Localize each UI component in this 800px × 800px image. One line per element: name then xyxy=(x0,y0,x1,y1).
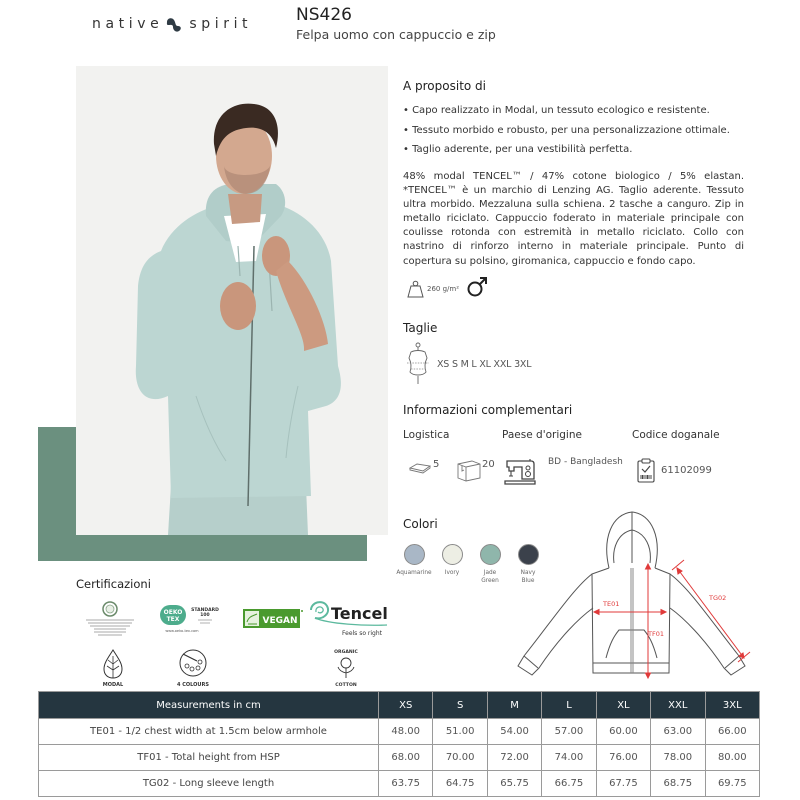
customs-code-value: 61102099 xyxy=(661,465,712,476)
table-header-row xyxy=(39,692,760,719)
product-description: 48% modal TENCEL™ / 47% cotone biologico / 5% elastan. *TENCEL™ è un marchio di Lenzing AG. Taglio aderente. Tessuto ultra morbido. Mezzaluna sulla schiena. 2 tasche a canguro. Zip in metallo riciclato. Cappuccio foderato in materiale principale con coulisse rotonda con estremità in metallo riciclato. Collo con nastrino di rinforzo interno in materiale principale. Punto di copertura su polsino, giromanica, cappuccio e fondo capo. xyxy=(403,171,744,267)
cell-value: 66.75 xyxy=(542,771,596,797)
measurement-diagram xyxy=(514,508,762,687)
cell-value: 67.75 xyxy=(596,771,650,797)
cell-value: 64.75 xyxy=(433,771,487,797)
brand-name-left: native xyxy=(92,16,164,32)
cell-value: 60.00 xyxy=(596,719,650,745)
available-sizes: XS S M L XL XXL 3XL xyxy=(437,358,532,370)
table-row xyxy=(39,771,760,797)
cell-value: 72.00 xyxy=(487,745,541,771)
label-te01: TE01 xyxy=(603,600,620,608)
feature-item: • Tessuto morbido e robusto, per una personalizzazione ottimale. xyxy=(403,124,730,136)
cell-value: 78.00 xyxy=(651,745,705,771)
cell-value: 57.00 xyxy=(542,719,596,745)
svg-text:ORGANIC: ORGANIC xyxy=(334,650,358,655)
product-photo xyxy=(76,66,388,535)
carton-box-icon xyxy=(456,458,482,486)
swatch-circle[interactable] xyxy=(442,544,463,565)
cell-value: 69.75 xyxy=(705,771,759,797)
certifications-title: Certificazioni xyxy=(76,577,151,591)
customs-clipboard-icon xyxy=(637,458,655,487)
measurements-table xyxy=(38,691,760,797)
header-size: XXL xyxy=(651,692,705,719)
model-illustration xyxy=(76,66,388,535)
weight-value: 260 g/m² xyxy=(427,285,460,293)
svg-text:100: 100 xyxy=(200,613,210,618)
cell-value: 63.75 xyxy=(379,771,433,797)
origin-label: Paese d'origine xyxy=(502,429,582,441)
svg-text:4 COLOURS: 4 COLOURS xyxy=(177,682,209,688)
cell-value: 65.75 xyxy=(487,771,541,797)
swatch-label: Aquamarine xyxy=(396,570,432,576)
feature-item: • Capo realizzato in Modal, un tessuto ecologico e resistente. xyxy=(403,105,710,116)
svg-text:MODAL: MODAL xyxy=(102,682,124,688)
svg-text:Feels so right: Feels so right xyxy=(342,630,383,637)
header-measurements: Measurements in cm xyxy=(39,692,379,719)
logistics-bag-qty: 5 xyxy=(433,459,440,470)
label-tg02: TG02 xyxy=(709,594,727,602)
cell-value: 68.00 xyxy=(379,745,433,771)
feature-item: • Taglio aderente, per una vestibilità perfetta. xyxy=(403,144,633,155)
cell-value: 63.00 xyxy=(651,719,705,745)
brand-name-right: spirit xyxy=(189,16,253,32)
svg-text:COTTON: COTTON xyxy=(335,683,357,688)
colors-title: Colori xyxy=(403,517,438,531)
header-size: XS xyxy=(379,692,433,719)
header-size: L xyxy=(542,692,596,719)
swatch-label: Ivory xyxy=(444,570,460,576)
svg-text:www.oeko-tex.com: www.oeko-tex.com xyxy=(165,629,199,633)
header-size: XL xyxy=(596,692,650,719)
male-symbol-icon xyxy=(466,276,488,302)
sizes-row xyxy=(405,342,531,386)
mannequin-icon xyxy=(405,342,431,386)
header-size: 3XL xyxy=(705,692,759,719)
row-label: TE01 - 1/2 chest width at 1.5cm below armhole xyxy=(39,719,379,745)
tencel-logo xyxy=(309,600,391,644)
cell-value: 74.00 xyxy=(542,745,596,771)
header-size: M xyxy=(487,692,541,719)
table-row xyxy=(39,719,760,745)
cell-value: 68.75 xyxy=(651,771,705,797)
sewing-machine-icon xyxy=(504,457,536,489)
organic-cotton-logo xyxy=(326,646,366,692)
row-label: TG02 - Long sleeve length xyxy=(39,771,379,797)
ocs-certification-logo xyxy=(80,600,140,644)
about-title: A proposito di xyxy=(403,79,487,93)
swatch-label: Navy Blue xyxy=(520,570,536,584)
polybag-icon xyxy=(409,459,431,478)
logistics-box-qty: 20 xyxy=(482,459,495,470)
table-row xyxy=(39,745,760,771)
sizes-title: Taglie xyxy=(403,321,438,335)
color-swatch-aquamarine[interactable] xyxy=(395,544,433,585)
cell-value: 76.00 xyxy=(596,745,650,771)
brand-logo xyxy=(92,15,252,33)
cell-value: 54.00 xyxy=(487,719,541,745)
cell-value: 80.00 xyxy=(705,745,759,771)
svg-text:TEX: TEX xyxy=(166,616,180,623)
cell-value: 70.00 xyxy=(433,745,487,771)
four-colours-logo xyxy=(173,646,213,692)
label-tf01: TF01 xyxy=(648,630,664,638)
svg-text:OEKO: OEKO xyxy=(163,609,183,616)
weight-icon xyxy=(407,280,424,298)
logistics-label: Logistica xyxy=(403,429,450,441)
svg-text:Tencel: Tencel xyxy=(331,604,388,623)
fabric-weight xyxy=(407,280,459,298)
svg-text:STANDARD: STANDARD xyxy=(191,608,219,613)
cell-value: 48.00 xyxy=(379,719,433,745)
customs-label: Codice doganale xyxy=(632,429,720,441)
swatch-circle[interactable] xyxy=(480,544,501,565)
product-code: NS426 xyxy=(296,5,352,25)
origin-value: BD - Bangladesh xyxy=(548,457,623,467)
feature-list xyxy=(403,104,763,163)
color-swatch-ivory[interactable] xyxy=(433,544,471,585)
info-title: Informazioni complementari xyxy=(403,403,573,417)
cell-value: 51.00 xyxy=(433,719,487,745)
swatch-label: Jade Green xyxy=(481,570,499,584)
vegan-logo xyxy=(243,608,303,634)
header-size: S xyxy=(433,692,487,719)
swatch-circle[interactable] xyxy=(404,544,425,565)
cell-value: 66.00 xyxy=(705,719,759,745)
color-swatch-jade-green[interactable] xyxy=(471,544,509,585)
row-label: TF01 - Total height from HSP xyxy=(39,745,379,771)
product-name: Felpa uomo con cappuccio e zip xyxy=(296,27,496,42)
modal-logo xyxy=(96,648,130,692)
brand-mark-icon xyxy=(165,15,183,33)
svg-text:VEGAN: VEGAN xyxy=(262,616,298,626)
oeko-tex-logo xyxy=(160,604,222,638)
